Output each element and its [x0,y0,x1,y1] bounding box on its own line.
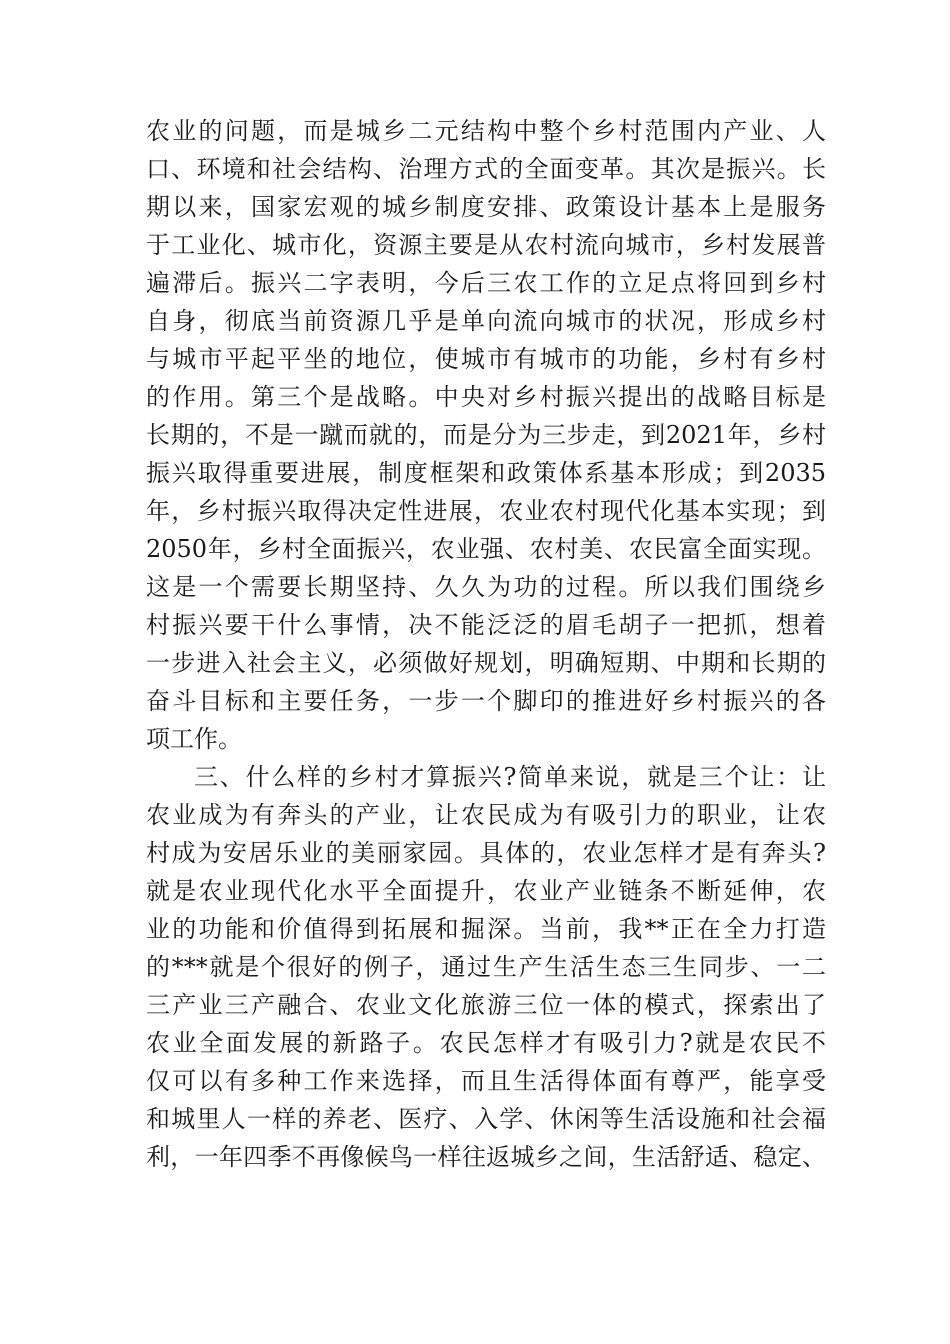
text-line: 年，乡村振兴取得决定性进展，农业农村现代化基本实现；到 [146,497,826,525]
text-line: 村成为安居乐业的美丽家园。具体的，农业怎样才是有奔头? [146,839,826,867]
text-line: 业的功能和价值得到拓展和掘深。当前，我**正在全力打造 [146,915,826,943]
text-line: 遍滞后。振兴二字表明，今后三农工作的立足点将回到乡村 [146,269,826,297]
text-line: 一步进入社会主义，必须做好规划，明确短期、中期和长期的 [146,649,826,677]
text-line: 的***就是个很好的例子，通过生产生活生态三生同步、一二 [146,953,826,981]
text-line: 自身，彻底当前资源几乎是单向流向城市的状况，形成乡村 [146,307,826,335]
text-line: 于工业化、城市化，资源主要是从农村流向城市，乡村发展普 [146,231,826,259]
text-line: 口、环境和社会结构、治理方式的全面变革。其次是振兴。长 [146,155,826,183]
text-line: 村振兴要干什么事情，决不能泛泛的眉毛胡子一把抓，想着 [146,611,826,639]
text-line: 的作用。第三个是战略。中央对乡村振兴提出的战略目标是 [146,383,826,411]
text-line: 长期的，不是一蹴而就的，而是分为三步走，到2021年，乡村 [146,421,826,449]
text-line: 就是农业现代化水平全面提升，农业产业链条不断延伸，农 [146,877,826,905]
text-line: 利，一年四季不再像候鸟一样往返城乡之间，生活舒适、稳定、 [146,1143,826,1171]
text-line: 仅可以有多种工作来选择，而且生活得体面有尊严，能享受 [146,1067,826,1095]
text-line: 与城市平起平坐的地位，使城市有城市的功能，乡村有乡村 [146,345,826,373]
text-line: 三产业三产融合、农业文化旅游三位一体的模式，探索出了 [146,991,826,1019]
text-line: 农业的问题，而是城乡二元结构中整个乡村范围内产业、人 [146,117,826,145]
text-line: 农业全面发展的新路子。农民怎样才有吸引力?就是农民不 [146,1029,826,1057]
section-three-heading-line: 三、什么样的乡村才算振兴?简单来说，就是三个让：让 [194,763,826,791]
text-line: 和城里人一样的养老、医疗、入学、休闲等生活设施和社会福 [146,1105,826,1133]
text-line: 振兴取得重要进展，制度框架和政策体系基本形成；到2035 [146,459,826,487]
text-line: 2050年，乡村全面振兴，农业强、农村美、农民富全面实现。 [146,535,826,563]
body-text [146,112,826,1176]
text-line: 这是一个需要长期坚持、久久为功的过程。所以我们围绕乡 [146,573,826,601]
text-line: 项工作。 [146,725,242,753]
text-line: 期以来，国家宏观的城乡制度安排、政策设计基本上是服务 [146,193,826,221]
text-line: 奋斗目标和主要任务，一步一个脚印的推进好乡村振兴的各 [146,687,826,715]
text-line: 农业成为有奔头的产业，让农民成为有吸引力的职业，让农 [146,801,826,829]
